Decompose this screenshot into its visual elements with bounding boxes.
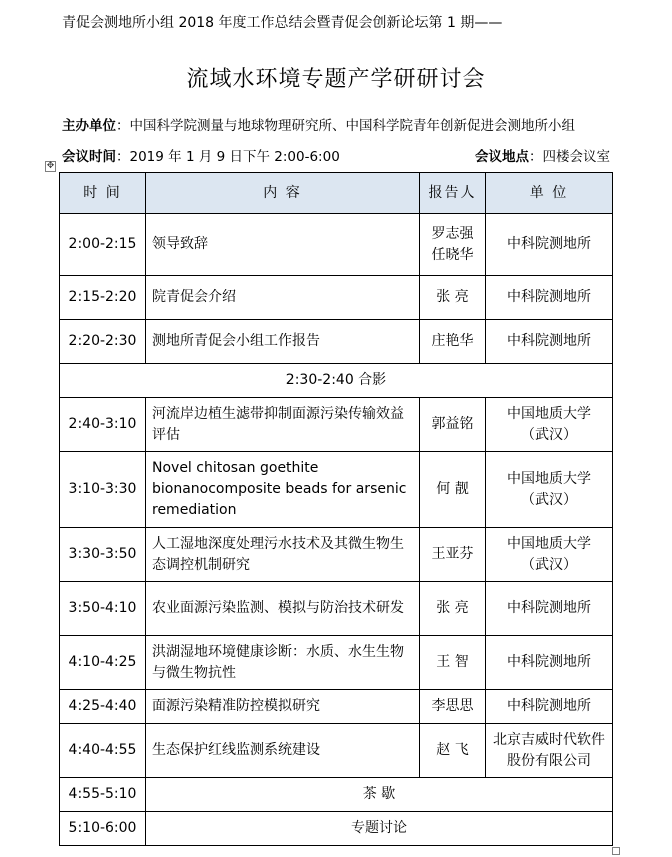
speaker-cell xyxy=(420,320,486,364)
unit-cell xyxy=(486,276,613,320)
speaker-name: 何 靓 xyxy=(436,481,469,497)
time-cell: 4:55-5:10 xyxy=(60,778,146,812)
speaker-name: 庄艳华 xyxy=(431,333,474,349)
unit-line: （武汉） xyxy=(521,556,577,573)
meeting-meta-row xyxy=(62,145,610,165)
schedule-body xyxy=(60,214,613,846)
speaker-cell xyxy=(420,582,486,636)
unit-line: （武汉） xyxy=(521,426,577,443)
table-row xyxy=(60,582,613,636)
meeting-place-value: ：四楼会议室 xyxy=(529,149,610,165)
time-cell: 2:20-2:30 xyxy=(60,320,146,364)
topic-cell: 领导致辞 xyxy=(146,214,420,276)
unit-line: 中国地质大学 xyxy=(507,535,591,552)
table-row xyxy=(60,778,613,812)
time-cell: 4:25-4:40 xyxy=(60,690,146,724)
table-row xyxy=(60,636,613,690)
header-line: 青促会测地所小组 2018 年度工作总结会暨青促会创新论坛第 1 期—— xyxy=(62,15,503,31)
time-cell: 2:15-2:20 xyxy=(60,276,146,320)
topic-cell: 河流岸边植生滤带抑制面源污染传输效益评估 xyxy=(146,398,420,452)
unit-cell xyxy=(486,582,613,636)
header-time: 时 间 xyxy=(60,173,146,214)
page-title: 流域水环境专题产学研研讨会 xyxy=(186,67,486,92)
unit-line: 中科院测地所 xyxy=(507,654,591,670)
speaker-name: 任晓华 xyxy=(431,246,474,263)
speaker-cell xyxy=(420,452,486,528)
unit-line: 中科院测地所 xyxy=(507,236,591,252)
unit-cell xyxy=(486,214,613,276)
table-row xyxy=(60,528,613,582)
unit-line: 中科院测地所 xyxy=(507,333,591,349)
unit-line: 中国地质大学 xyxy=(507,470,591,487)
table-row xyxy=(60,364,613,398)
speaker-name: 王 智 xyxy=(436,654,469,670)
table-row xyxy=(60,812,613,846)
speaker-name: 赵 飞 xyxy=(436,742,469,758)
time-cell: 5:10-6:00 xyxy=(60,812,146,846)
time-cell: 4:40-4:55 xyxy=(60,724,146,778)
meeting-time xyxy=(62,145,340,165)
table-row xyxy=(60,320,613,364)
meeting-time-label: 会议时间 xyxy=(62,149,116,165)
topic-cell: 生态保护红线监测系统建设 xyxy=(146,724,420,778)
topic-cell: 院青促会介绍 xyxy=(146,276,420,320)
table-row xyxy=(60,690,613,724)
table-row xyxy=(60,452,613,528)
meeting-place-label: 会议地点 xyxy=(475,149,529,165)
unit-line: 中科院测地所 xyxy=(507,289,591,305)
table-row xyxy=(60,214,613,276)
unit-cell xyxy=(486,636,613,690)
photo-session-cell: 2:30-2:40 合影 xyxy=(60,364,613,398)
unit-cell xyxy=(486,398,613,452)
unit-line: （武汉） xyxy=(521,491,577,508)
speaker-name: 李思思 xyxy=(431,698,474,714)
table-move-handle-icon[interactable]: ✥ xyxy=(46,161,55,171)
speaker-cell xyxy=(420,214,486,276)
meeting-place xyxy=(475,145,610,165)
table-row xyxy=(60,276,613,320)
time-cell: 4:10-4:25 xyxy=(60,636,146,690)
speaker-name: 张 亮 xyxy=(436,289,469,305)
unit-cell xyxy=(486,320,613,364)
speaker-cell xyxy=(420,276,486,320)
organizer-line xyxy=(62,114,575,134)
speaker-name: 张 亮 xyxy=(436,600,469,616)
table-resize-handle[interactable] xyxy=(612,847,620,855)
topic-cell: 面源污染精准防控模拟研究 xyxy=(146,690,420,724)
topic-cell: 人工湿地深度处理污水技术及其微生物生态调控机制研究 xyxy=(146,528,420,582)
speaker-cell xyxy=(420,724,486,778)
speaker-name: 郭益铭 xyxy=(431,416,474,432)
unit-line: 中科院测地所 xyxy=(507,698,591,714)
speaker-cell xyxy=(420,690,486,724)
table-row xyxy=(60,724,613,778)
session-cell: 茶 歇 xyxy=(146,778,613,812)
speaker-name: 罗志强 xyxy=(431,225,474,242)
topic-cell: 洪湖湿地环境健康诊断：水质、水生生物与微生物抗性 xyxy=(146,636,420,690)
time-cell: 2:00-2:15 xyxy=(60,214,146,276)
time-cell: 2:40-3:10 xyxy=(60,398,146,452)
unit-cell xyxy=(486,690,613,724)
unit-cell xyxy=(486,528,613,582)
table-row xyxy=(60,398,613,452)
speaker-cell xyxy=(420,528,486,582)
topic-cell: 农业面源污染监测、模拟与防治技术研发 xyxy=(146,582,420,636)
schedule-table xyxy=(59,172,613,846)
time-cell: 3:10-3:30 xyxy=(60,452,146,528)
meeting-time-value: ：2019 年 1 月 9 日下午 2:00-6:00 xyxy=(116,149,340,165)
time-cell: 3:30-3:50 xyxy=(60,528,146,582)
unit-cell xyxy=(486,452,613,528)
speaker-cell xyxy=(420,636,486,690)
speaker-name: 王亚芬 xyxy=(431,546,474,562)
header-content: 内 容 xyxy=(146,173,420,214)
unit-line: 中国地质大学 xyxy=(507,405,591,422)
unit-cell xyxy=(486,724,613,778)
topic-cell: 测地所青促会小组工作报告 xyxy=(146,320,420,364)
time-cell: 3:50-4:10 xyxy=(60,582,146,636)
header-speaker: 报告人 xyxy=(420,173,486,214)
organizer-value: ：中国科学院测量与地球物理研究所、中国科学院青年创新促进会测地所小组 xyxy=(116,118,575,134)
topic-cell: Novel chitosan goethite bionanocomposite beads for arsenic remediation xyxy=(146,452,420,528)
session-cell: 专题讨论 xyxy=(146,812,613,846)
speaker-cell xyxy=(420,398,486,452)
header-unit: 单 位 xyxy=(486,173,613,214)
organizer-label: 主办单位 xyxy=(62,118,116,134)
unit-line: 北京吉威时代软件股份有限公司 xyxy=(493,731,605,769)
unit-line: 中科院测地所 xyxy=(507,600,591,616)
table-header-row xyxy=(60,173,613,214)
